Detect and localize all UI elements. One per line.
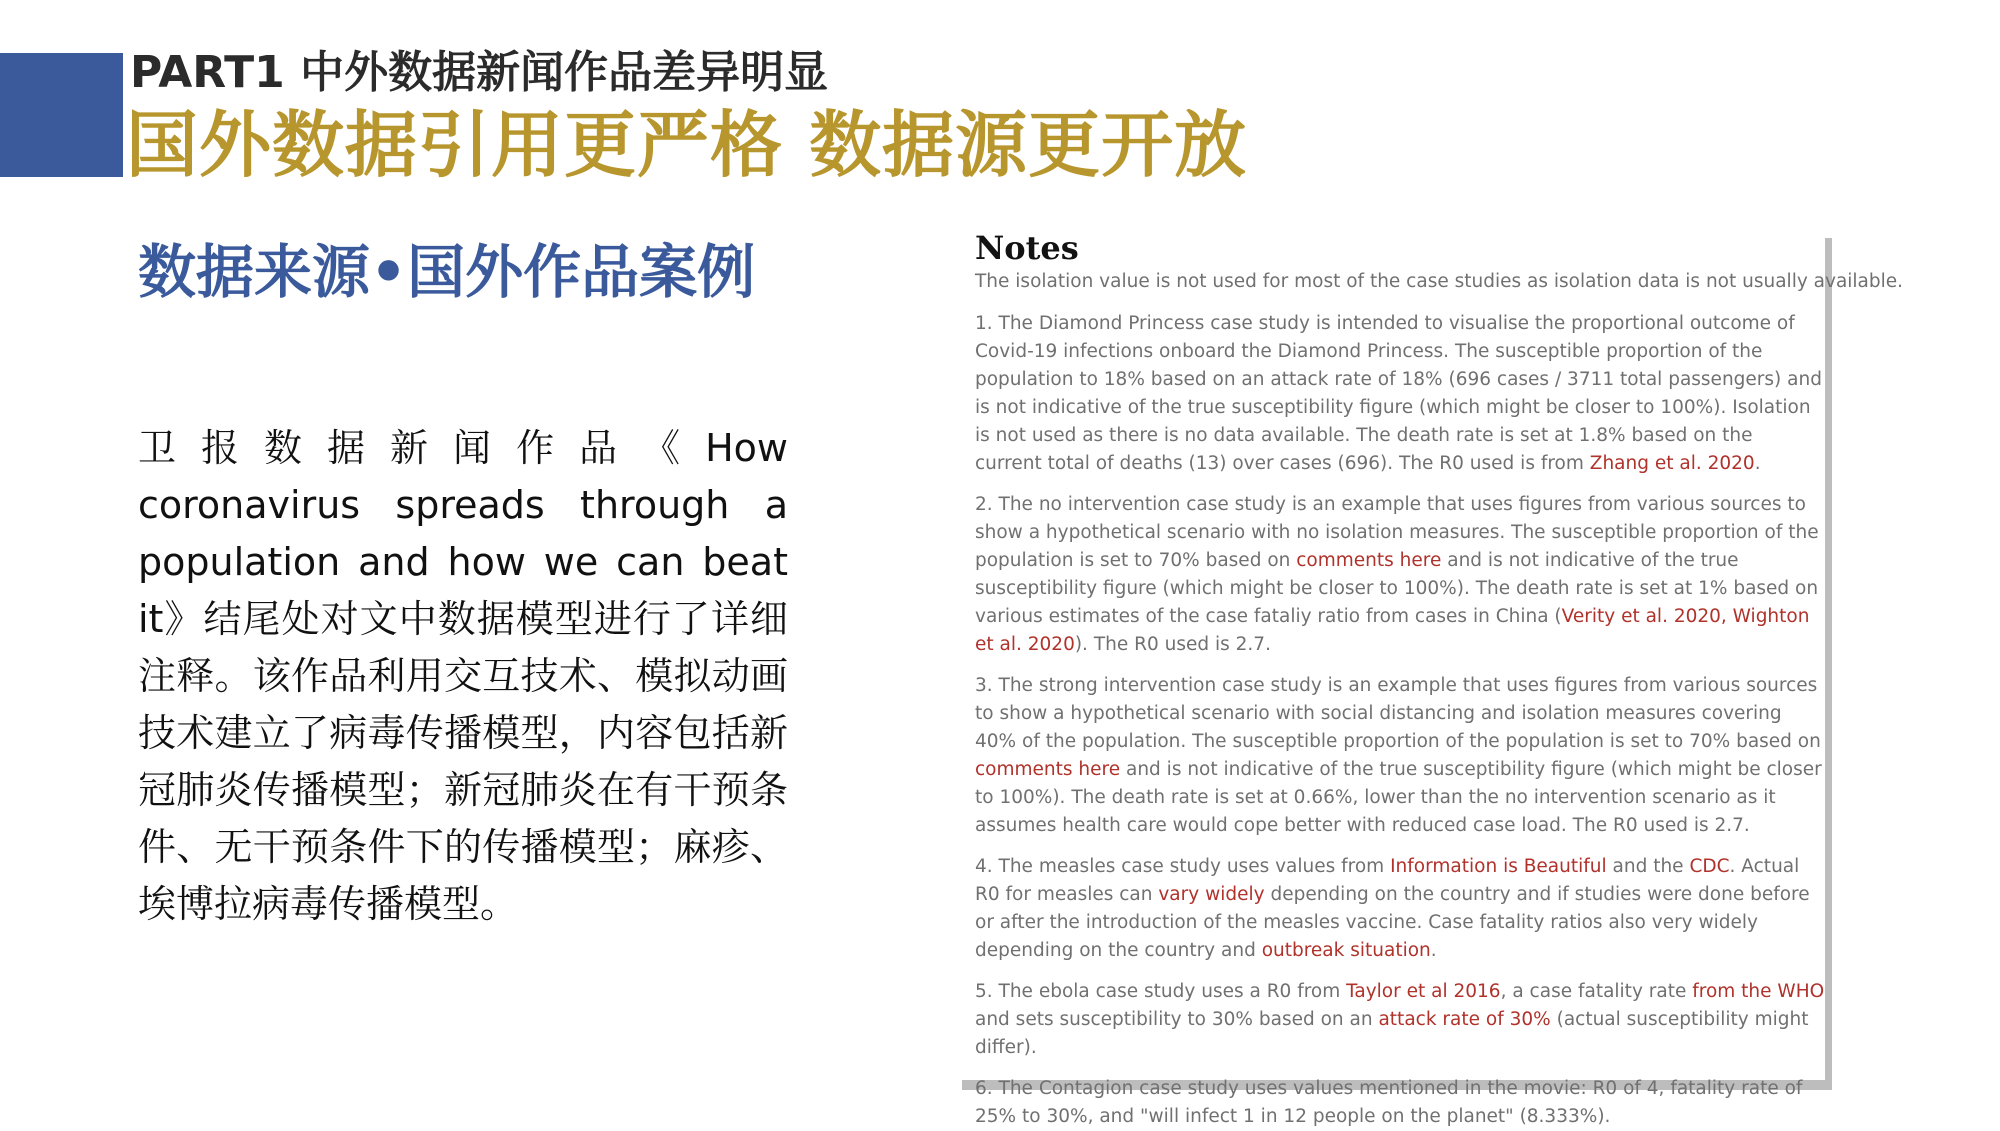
reference-link[interactable]: CDC [1689,856,1730,877]
reference-link[interactable]: attack rate of 30% [1378,1009,1551,1030]
note-item-3: 3. The strong intervention case study is an example that uses figures from various sources to show a hypothetical scenario with social distancing and isolation measures covering 40% of the population. The susceptible proportion of the population is set to 70% based on comments here and is not indicative of the true susceptibility figure (which might be closer to 100%). The death rate is set at 0.66%, lower than the no intervention scenario as it assumes health care would cope better with reduced case load. The R0 used is 2.7. [975,675,1822,836]
reference-link[interactable]: Verity et al. 2020, Wighton et al. 2020 [975,606,1810,655]
reference-link[interactable]: Taylor et al 2016 [1346,981,1501,1002]
main-title: 国外数据引用更严格 数据源更开放 [126,103,1248,187]
reference-link[interactable]: comments here [975,759,1121,780]
section-title: 数据来源•国外作品案例 [138,238,756,306]
note-item-2: 2. The no intervention case study is an example that uses figures from various sources to show a hypothetical scenario with no isolation measures. The susceptible proportion of the population is set to 70% based on comments here and is not indicative of the true susceptibility figure (which might be closer to 100%). The death rate is set at 1% based on various estimates of the case fataliy ratio from cases in China (Verity et al. 2020, Wighton et al. 2020). The R0 used is 2.7. [975,494,1819,655]
reference-link[interactable]: Information is Beautiful [1390,856,1607,877]
body-paragraph: 卫报数据新闻作品《How coronavirus spreads through a population and how we can beat it》结尾处对文中数据模型进行了详细注释。该作品利用交互技术、模拟动画技术建立了病毒传播模型，内容包括新冠肺炎传播模型；新冠肺炎在有干预条件、无干预条件下的传播模型；麻疹、埃博拉病毒传播模型。 [138,426,788,926]
reference-link[interactable]: from the WHO [1692,981,1825,1002]
reference-link[interactable]: vary widely [1158,884,1265,905]
part-title: PART1 中外数据新闻作品差异明显 [130,47,829,98]
accent-block [0,53,123,177]
notes-intro: The isolation value is not used for most of the case studies as isolation data is not usually available. [975,271,1904,292]
reference-link[interactable]: outbreak situation [1261,940,1431,961]
notes-heading: Notes [975,229,1079,267]
notes-screenshot [955,228,1904,1127]
reference-link[interactable]: Zhang et al. 2020 [1589,453,1755,474]
note-item-6: 6. The Contagion case study uses values mentioned in the movie: R0 of 4, fatality rate of 25% to 30%, and "will infect 1 in 12 people on the planet" (8.333%). [975,1078,1803,1127]
note-item-1: 1. The Diamond Princess case study is intended to visualise the proportional outcome of Covid-19 infections onboard the Diamond Princess. The susceptible proportion of the population to 18% based on an attack rate of 18% (696 cases / 3711 total passengers) and is not indicative of the true susceptibility figure (which might be closer to 100%). Isolation is not used as there is no data available. The death rate is set at 1.8% based on the current total of deaths (13) over cases (696). The R0 used is from Zhang et al. 2020. [975,313,1822,474]
reference-link[interactable]: comments here [1296,550,1442,571]
note-item-5: 5. The ebola case study uses a R0 from Taylor et al 2016, a case fatality rate from the WHO and sets susceptibility to 30% based on an attack rate of 30% (actual susceptibility might differ). [975,981,1825,1058]
note-item-4: 4. The measles case study uses values from Information is Beautiful and the CDC. Actual R0 for measles can vary widely depending on the country and if studies were done before or after the introduction of the measles vaccine. Case fatality ratios also very widely depending on the country and outbreak situation. [975,856,1810,961]
